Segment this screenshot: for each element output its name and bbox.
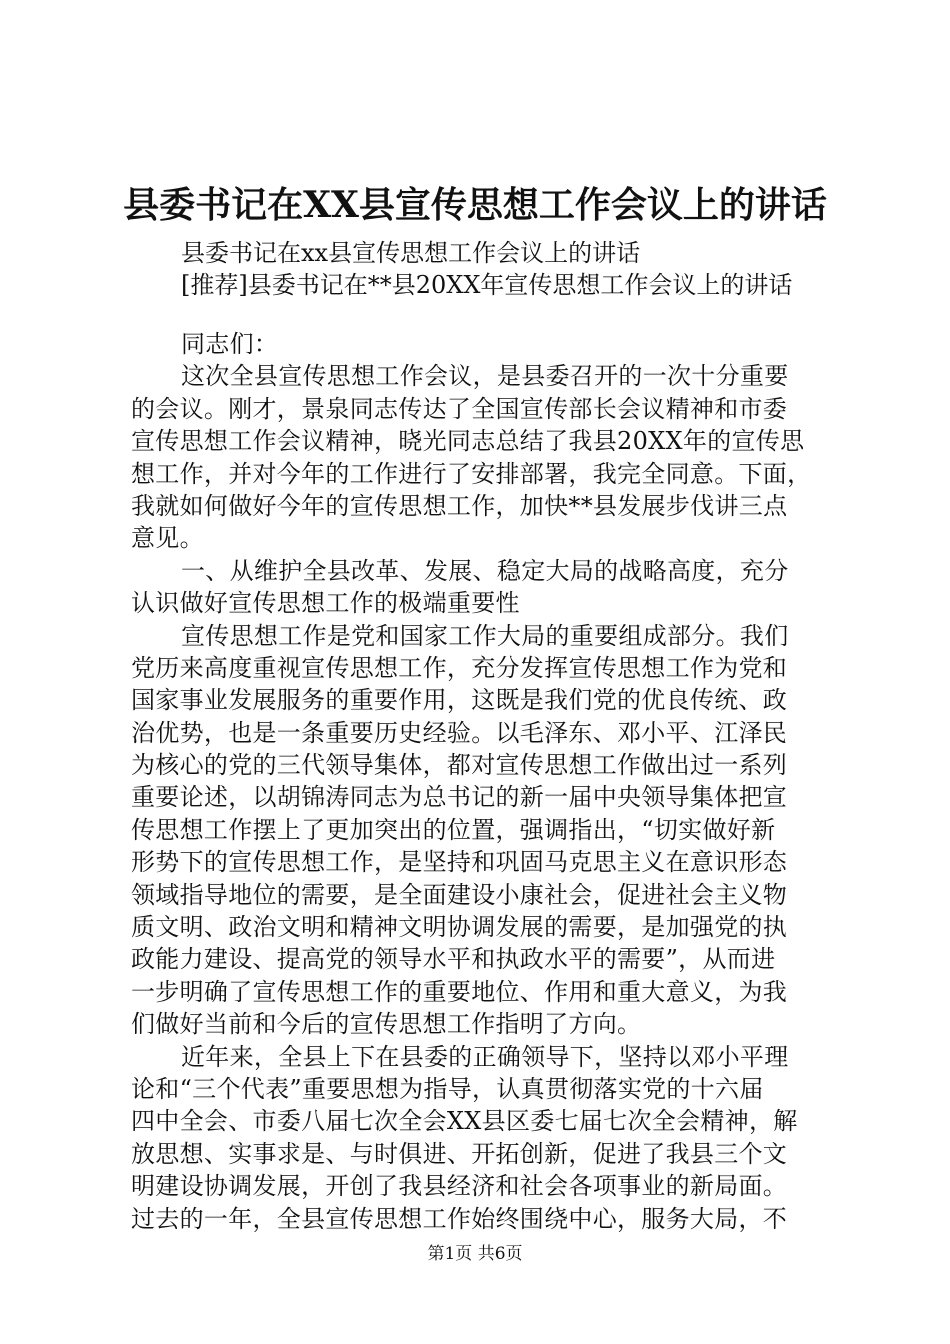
paragraph-line: 放思想、实事求是、与时俱进、开拓创新，促进了我县三个文 [131,1139,788,1168]
paragraph-line: 一步明确了宣传思想工作的重要地位、作用和重大意义，为我 [131,977,788,1006]
paragraph-line: 四中全会、市委八届七次全会XX县区委七届七次全会精神，解 [131,1107,798,1136]
paragraph-line: 领域指导地位的需要，是全面建设小康社会，促进社会主义物 [131,880,788,909]
subtitle-line: [推荐]县委书记在**县20XX年宣传思想工作会议上的讲话 [181,271,793,299]
paragraph-line: 为核心的党的三代领导集体，都对宣传思想工作做出过一系列 [131,751,788,780]
paragraph-line: 宣传思想工作是党和国家工作大局的重要组成部分。我们 [181,621,789,650]
paragraph-line: 论和“三个代表”重要思想为指导，认真贯彻落实党的十六届 [131,1074,764,1103]
paragraph-line: 们做好当前和今后的宣传思想工作指明了方向。 [131,1010,642,1039]
paragraph-line: 的会议。刚才，景泉同志传达了全国宣传部长会议精神和市委 [131,394,788,423]
paragraph-line: 政能力建设、提高党的领导水平和执政水平的需要”，从而进 [131,945,776,974]
paragraph-line: 宣传思想工作会议精神，晓光同志总结了我县20XX年的宣传思 [131,427,805,456]
paragraph-line: 过去的一年，全县宣传思想工作始终围绕中心，服务大局，不 [131,1204,788,1233]
paragraph-line: 传思想工作摆上了更加突出的位置，强调指出，“切实做好新 [131,815,776,844]
paragraph-line: 国家事业发展服务的重要作用，这既是我们党的优良传统、政 [131,686,788,715]
document-title: 县委书记在XX县宣传思想工作会议上的讲话 [123,184,827,226]
paragraph-line: 想工作，并对今年的工作进行了安排部署，我完全同意。下面， [131,459,812,488]
salutation: 同志们： [181,330,279,358]
page-number-footer: 第1页 共6页 [427,1244,523,1264]
subtitle-line: 县委书记在xx县宣传思想工作会议上的讲话 [181,239,641,267]
paragraph-line: 明建设协调发展，开创了我县经济和社会各项事业的新局面。 [131,1172,788,1201]
paragraph-line: 这次全县宣传思想工作会议，是县委召开的一次十分重要 [181,362,789,391]
paragraph-line: 形势下的宣传思想工作，是坚持和巩固马克思主义在意识形态 [131,848,788,877]
paragraph-line: 近年来，全县上下在县委的正确领导下，坚持以邓小平理 [181,1042,789,1071]
paragraph-line: 质文明、政治文明和精神文明协调发展的需要，是加强党的执 [131,913,788,942]
section-heading-line: 一、从维护全县改革、发展、稳定大局的战略高度，充分 [181,556,789,585]
paragraph-line: 治优势，也是一条重要历史经验。以毛泽东、邓小平、江泽民 [131,718,788,747]
paragraph-line: 我就如何做好今年的宣传思想工作，加快**县发展步伐讲三点 [131,491,788,520]
paragraph-line: 重要论述，以胡锦涛同志为总书记的新一届中央领导集体把宣 [131,783,788,812]
paragraph-line: 党历来高度重视宣传思想工作，充分发挥宣传思想工作为党和 [131,653,788,682]
paragraph-line: 意见。 [131,524,204,553]
document-body [131,328,831,1235]
section-heading-line: 认识做好宣传思想工作的极端重要性 [131,589,520,618]
